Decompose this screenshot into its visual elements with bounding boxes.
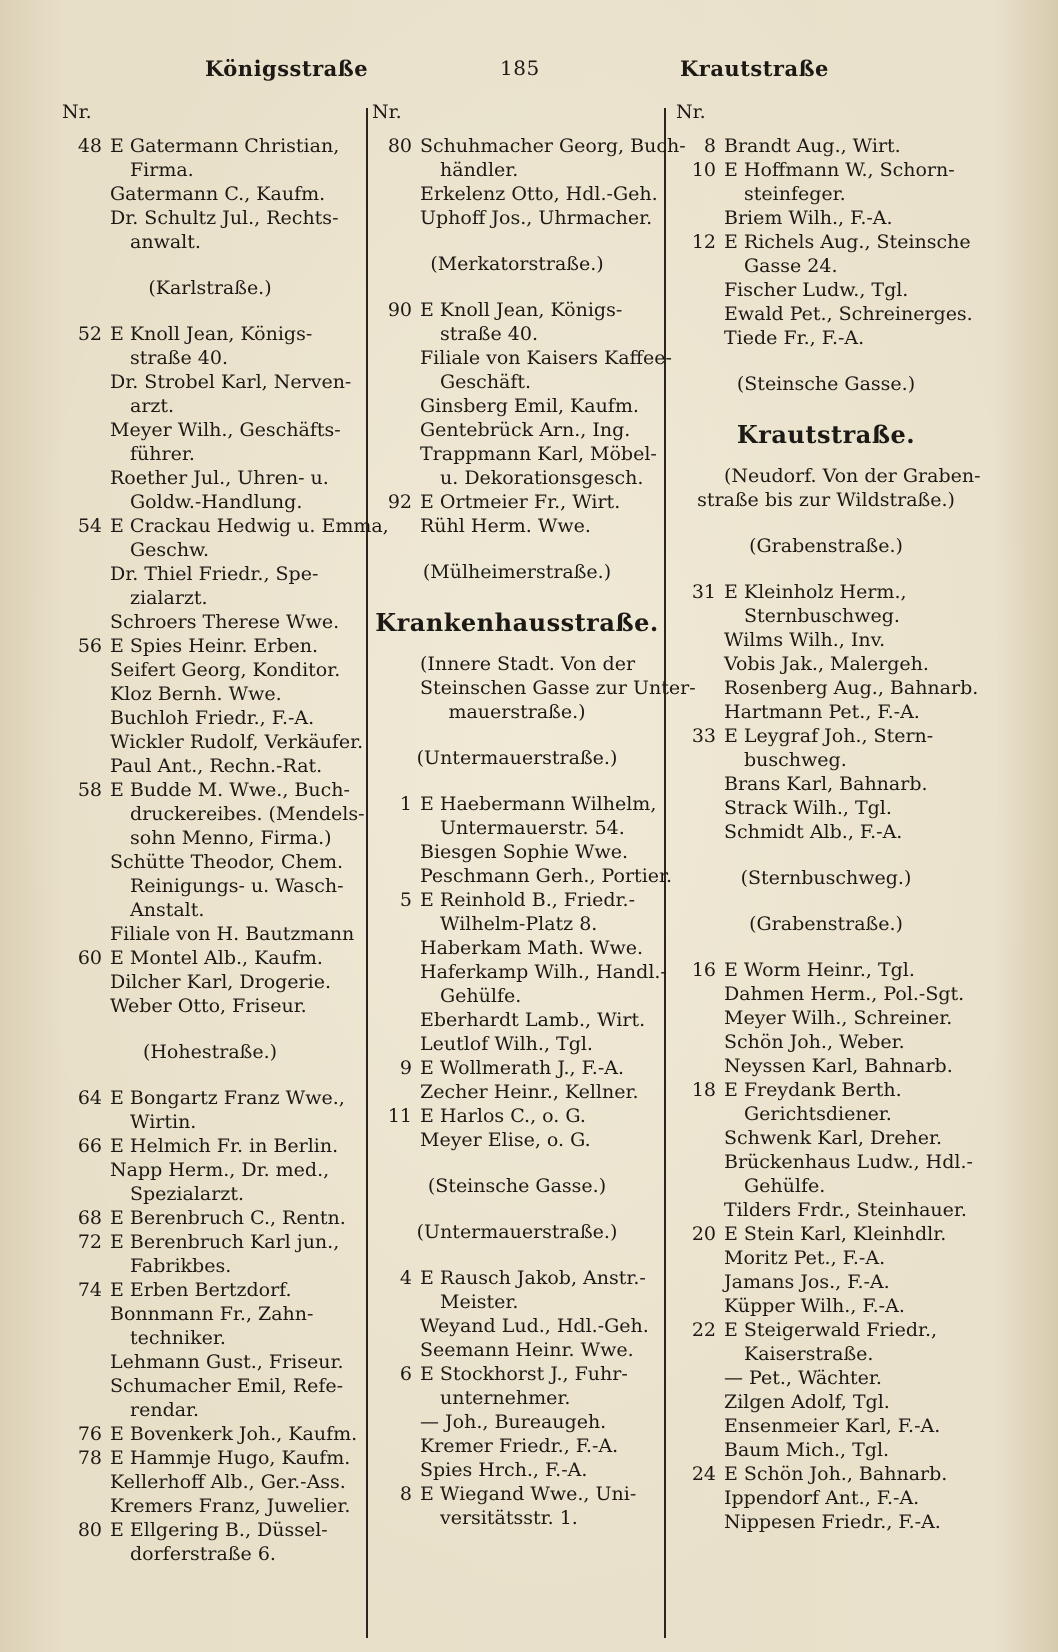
entry-line: Seifert Georg, Konditor. xyxy=(110,659,341,681)
entry-text: E Knoll Jean, Königs- xyxy=(420,299,623,321)
column-2 xyxy=(372,100,696,1530)
column-header-nr: Nr. xyxy=(372,101,402,123)
entry-line xyxy=(62,634,358,658)
entry-continuation: händler. xyxy=(440,159,519,181)
entry-continuation: führer. xyxy=(130,443,195,465)
cross-street: (Mülheimerstraße.) xyxy=(422,561,612,583)
entry-text: E Hoffmann W., Schorn- xyxy=(724,159,955,181)
entry-continuation: Gehülfe. xyxy=(440,985,522,1007)
spacer xyxy=(372,640,662,652)
entry-text: (Innere Stadt. Von der xyxy=(420,653,636,675)
entry-line xyxy=(372,888,662,912)
entry-text: E Gatermann Christian, xyxy=(110,135,340,157)
entry-continuation: Fabrikbes. xyxy=(130,1255,232,1277)
house-number: 12 xyxy=(691,231,716,253)
entry-text: E Spies Heinr. Erben. xyxy=(110,635,319,657)
entry-text: E Harlos C., o. G. xyxy=(420,1105,586,1127)
entry-line xyxy=(372,490,662,514)
house-number: 20 xyxy=(691,1223,716,1245)
entry-text: E Steigerwald Friedr., xyxy=(724,1319,938,1341)
entry-line: Napp Herm., Dr. med., xyxy=(110,1159,330,1181)
entry-line xyxy=(62,1086,358,1110)
entry-continuation: arzt. xyxy=(130,395,175,417)
spacer xyxy=(372,724,662,746)
entry-line xyxy=(62,1446,358,1470)
entry-text: E Kleinholz Herm., xyxy=(724,581,907,603)
column-header-nr: Nr. xyxy=(62,101,92,123)
entry-text: E Erben Bertzdorf. xyxy=(110,1279,292,1301)
entry-continuation: dorferstraße 6. xyxy=(130,1543,276,1565)
house-number: 92 xyxy=(387,491,412,513)
spacer xyxy=(676,512,976,534)
entry-line: Seemann Heinr. Wwe. xyxy=(420,1339,634,1361)
cross-street: (Steinsche Gasse.) xyxy=(736,373,916,395)
entry-text: E Stein Karl, Kleinhdlr. xyxy=(724,1223,947,1245)
header-street-right: Krautstraße xyxy=(680,56,829,81)
entry-line: Eberhardt Lamb., Wirt. xyxy=(420,1009,646,1031)
entry-text: E Knoll Jean, Königs- xyxy=(110,323,313,345)
street-title: Krautstraße. xyxy=(736,420,916,449)
entry-line: Ippendorf Ant., F.-A. xyxy=(724,1487,920,1509)
entry-line: Fischer Ludw., Tgl. xyxy=(724,279,909,301)
entry-line xyxy=(372,1056,662,1080)
house-number: 6 xyxy=(399,1363,412,1385)
entry-line xyxy=(676,1462,976,1486)
cross-street: (Untermauerstraße.) xyxy=(416,1221,618,1243)
entry-line: — Pet., Wächter. xyxy=(724,1367,882,1389)
entry-text: E Ellgering B., Düssel- xyxy=(110,1519,328,1541)
entry-continuation: Gasse 24. xyxy=(744,255,838,277)
entry-continuation: Spezialarzt. xyxy=(130,1183,245,1205)
entry-line: Moritz Pet., F.-A. xyxy=(724,1247,886,1269)
house-number: 80 xyxy=(387,135,412,157)
entry-line xyxy=(676,724,976,748)
house-number: 68 xyxy=(77,1207,102,1229)
entry-continuation: steinfeger. xyxy=(744,183,846,205)
entry-text: E Freydank Berth. xyxy=(724,1079,902,1101)
entry-line: Meyer Wilh., Schreiner. xyxy=(724,1007,953,1029)
entry-line xyxy=(676,464,981,488)
entry-text: E Budde M. Wwe., Buch- xyxy=(110,779,350,801)
entry-continuation: zialarzt. xyxy=(130,587,208,609)
entry-line: Wickler Rudolf, Verkäufer. xyxy=(110,731,364,753)
entry-line: Bonnmann Fr., Zahn- xyxy=(110,1303,314,1325)
entry-continuation: Firma. xyxy=(130,159,194,181)
column-3 xyxy=(676,100,981,1534)
entry-text: E Bongartz Franz Wwe., xyxy=(110,1087,345,1109)
entry-text: E Haebermann Wilhelm, xyxy=(420,793,657,815)
entry-line xyxy=(372,792,662,816)
entry-line: Zilgen Adolf, Tgl. xyxy=(724,1391,890,1413)
entry-continuation: techniker. xyxy=(130,1327,226,1349)
entry-text: E Hammje Hugo, Kaufm. xyxy=(110,1447,351,1469)
entry-line: Schwenk Karl, Dreher. xyxy=(724,1127,943,1149)
entry-continuation: unternehmer. xyxy=(440,1387,571,1409)
entry-continuation: Goldw.-Handlung. xyxy=(130,491,303,513)
cross-street: straße bis zur Wildstraße.) xyxy=(697,489,955,511)
entry-line: Haferkamp Wilh., Handl.- xyxy=(420,961,667,983)
entry-text: E Ortmeier Fr., Wirt. xyxy=(420,491,621,513)
entry-line: Biesgen Sophie Wwe. xyxy=(420,841,629,863)
entry-line: Paul Ant., Rechn.-Rat. xyxy=(110,755,323,777)
cross-street: (Grabenstraße.) xyxy=(749,535,903,557)
entry-line: Meyer Wilh., Geschäfts- xyxy=(110,419,341,441)
house-number: 31 xyxy=(691,581,716,603)
entry-continuation: Kaiserstraße. xyxy=(744,1343,874,1365)
entry-continuation: Meister. xyxy=(440,1291,519,1313)
entry-text: E Montel Alb., Kaufm. xyxy=(110,947,323,969)
entry-line: Briem Wilh., F.-A. xyxy=(724,207,893,229)
entry-line xyxy=(676,230,976,254)
column-header-nr: Nr. xyxy=(676,101,706,123)
entry-continuation: versitätsstr. 1. xyxy=(440,1507,578,1529)
column-divider-1 xyxy=(366,108,368,1638)
entry-line xyxy=(676,1318,976,1342)
entry-line: Kremers Franz, Juwelier. xyxy=(110,1495,351,1517)
entry-line: Ensenmeier Karl, F.-A. xyxy=(724,1415,941,1437)
entry-line xyxy=(676,580,976,604)
house-number: 76 xyxy=(77,1423,102,1445)
house-number: 60 xyxy=(77,947,102,969)
spacer xyxy=(62,254,358,276)
entry-line xyxy=(676,958,976,982)
entry-continuation: Reinigungs- u. Wasch- xyxy=(130,875,344,897)
entry-text: E Crackau Hedwig u. Emma, xyxy=(110,515,389,537)
house-number: 64 xyxy=(77,1087,102,1109)
spacer xyxy=(372,1198,662,1220)
entry-line xyxy=(62,322,358,346)
entry-text: E Worm Heinr., Tgl. xyxy=(724,959,915,981)
spacer xyxy=(676,890,976,912)
cross-street: (Hohestraße.) xyxy=(142,1041,278,1063)
entry-line: Schmidt Alb., F.-A. xyxy=(724,821,903,843)
entry-line: Schumacher Emil, Refe- xyxy=(110,1375,344,1397)
house-number: 4 xyxy=(399,1267,412,1289)
entry-line: Wilms Wilh., Inv. xyxy=(724,629,886,651)
entry-text: Brandt Aug., Wirt. xyxy=(724,135,901,157)
entry-line: Küpper Wilh., F.-A. xyxy=(724,1295,905,1317)
spacer xyxy=(676,936,976,958)
entry-line xyxy=(676,1078,976,1102)
entry-line: Schütte Theodor, Chem. xyxy=(110,851,344,873)
house-number: 72 xyxy=(77,1231,102,1253)
cross-street: (Steinsche Gasse.) xyxy=(427,1175,607,1197)
house-number: 54 xyxy=(77,515,102,537)
cross-street: (Karlstraße.) xyxy=(148,277,272,299)
street-title: Krankenhausstraße. xyxy=(375,608,659,637)
entry-line: Nippesen Friedr., F.-A. xyxy=(724,1511,941,1533)
spacer xyxy=(676,558,976,580)
entry-line: Erkelenz Otto, Hdl.-Geh. xyxy=(420,183,658,205)
entry-continuation: Geschäft. xyxy=(440,371,532,393)
spacer xyxy=(676,396,976,418)
spacer xyxy=(372,1244,662,1266)
entry-line xyxy=(62,778,358,802)
entry-line: Strack Wilh., Tgl. xyxy=(724,797,892,819)
entry-line: Leutlof Wilh., Tgl. xyxy=(420,1033,593,1055)
house-number: 1 xyxy=(399,793,412,815)
header-street-left: Königsstraße xyxy=(205,56,369,81)
house-number: 78 xyxy=(77,1447,102,1469)
house-number: 56 xyxy=(77,635,102,657)
entry-continuation: buschweg. xyxy=(744,749,847,771)
house-number: 74 xyxy=(77,1279,102,1301)
entry-line: Ginsberg Emil, Kaufm. xyxy=(420,395,639,417)
entry-line xyxy=(62,1230,358,1254)
entry-line: Gentebrück Arn., Ing. xyxy=(420,419,631,441)
entry-text: E Rausch Jakob, Anstr.- xyxy=(420,1267,646,1289)
house-number: 33 xyxy=(691,725,716,747)
spacer xyxy=(676,452,976,464)
entry-line: Buchloh Friedr., F.-A. xyxy=(110,707,315,729)
entry-line: Vobis Jak., Malergeh. xyxy=(724,653,929,675)
spacer xyxy=(62,1018,358,1040)
entry-line: Meyer Elise, o. G. xyxy=(420,1129,591,1151)
spacer xyxy=(372,770,662,792)
entry-text: Schuhmacher Georg, Buch- xyxy=(420,135,686,157)
spacer xyxy=(372,1152,662,1174)
entry-line: Baum Mich., Tgl. xyxy=(724,1439,890,1461)
entry-line: Hartmann Pet., F.-A. xyxy=(724,701,920,723)
entry-continuation: rendar. xyxy=(130,1399,200,1421)
entry-continuation: Anstalt. xyxy=(130,899,205,921)
entry-line: Haberkam Math. Wwe. xyxy=(420,937,644,959)
entry-line: Neyssen Karl, Bahnarb. xyxy=(724,1055,953,1077)
entry-line xyxy=(62,1518,358,1542)
house-number: 80 xyxy=(77,1519,102,1541)
entry-line: Ewald Pet., Schreinerges. xyxy=(724,303,973,325)
entry-text: E Berenbruch C., Rentn. xyxy=(110,1207,346,1229)
house-number: 22 xyxy=(691,1319,716,1341)
column-1 xyxy=(62,100,389,1566)
entry-text: E Stockhorst J., Fuhr- xyxy=(420,1363,628,1385)
entry-line xyxy=(676,134,976,158)
cross-street: (Merkatorstraße.) xyxy=(430,253,604,275)
entry-text: E Reinhold B., Friedr.- xyxy=(420,889,636,911)
entry-continuation: druckereibes. (Mendels- xyxy=(130,803,365,825)
entry-line: Rosenberg Aug., Bahnarb. xyxy=(724,677,979,699)
entry-line: Kloz Bernh. Wwe. xyxy=(110,683,282,705)
cross-street: mauerstraße.) xyxy=(448,701,586,723)
entry-line: Kremer Friedr., F.-A. xyxy=(420,1435,619,1457)
entry-line xyxy=(372,1362,662,1386)
entry-continuation: Wilhelm-Platz 8. xyxy=(440,913,598,935)
entry-line: Dilcher Karl, Drogerie. xyxy=(110,971,331,993)
cross-street: (Sternbuschweg.) xyxy=(740,867,912,889)
spacer xyxy=(676,844,976,866)
entry-line xyxy=(372,1482,662,1506)
entry-line xyxy=(676,1222,976,1246)
entry-continuation: anwalt. xyxy=(130,231,201,253)
page-number: 185 xyxy=(500,56,540,80)
entry-continuation: Sternbuschweg. xyxy=(744,605,900,627)
entry-line: Trappmann Karl, Möbel- xyxy=(420,443,657,465)
cross-street: (Untermauerstraße.) xyxy=(416,747,618,769)
entry-line: Schön Joh., Weber. xyxy=(724,1031,905,1053)
house-number: 52 xyxy=(77,323,102,345)
entry-continuation: Geschw. xyxy=(130,539,210,561)
spacer xyxy=(372,584,662,606)
entry-line xyxy=(372,652,662,676)
entry-line xyxy=(62,946,358,970)
entry-line: Gatermann C., Kaufm. xyxy=(110,183,326,205)
spacer xyxy=(372,538,662,560)
entry-text: E Leygraf Joh., Stern- xyxy=(724,725,934,747)
entry-line: Rühl Herm. Wwe. xyxy=(420,515,591,537)
entry-line: Dr. Thiel Friedr., Spe- xyxy=(110,563,319,585)
entry-line: Tiede Fr., F.-A. xyxy=(724,327,865,349)
entry-line: Peschmann Gerh., Portier. xyxy=(420,865,673,887)
entry-line: Zecher Heinr., Kellner. xyxy=(420,1081,639,1103)
house-number: 8 xyxy=(703,135,716,157)
entry-text: (Neudorf. Von der Graben- xyxy=(724,465,981,487)
entry-line: Jamans Jos., F.-A. xyxy=(724,1271,890,1293)
entry-line xyxy=(372,1104,662,1128)
entry-continuation: straße 40. xyxy=(440,323,538,345)
house-number: 18 xyxy=(691,1079,716,1101)
entry-line: Spies Hrch., F.-A. xyxy=(420,1459,588,1481)
entry-continuation: Wirtin. xyxy=(130,1111,197,1133)
entry-line: Weber Otto, Friseur. xyxy=(110,995,307,1017)
entry-continuation: straße 40. xyxy=(130,347,228,369)
entry-continuation: u. Dekorationsgesch. xyxy=(440,467,644,489)
entry-line: Brans Karl, Bahnarb. xyxy=(724,773,928,795)
entry-line: Schroers Therese Wwe. xyxy=(110,611,340,633)
entry-continuation: Gerichtsdiener. xyxy=(744,1103,892,1125)
house-number: 66 xyxy=(77,1135,102,1157)
entry-line xyxy=(676,158,976,182)
entry-line: Roether Jul., Uhren- u. xyxy=(110,467,329,489)
entry-line: Filiale von Kaisers Kaffee- xyxy=(420,347,672,369)
house-number: 24 xyxy=(691,1463,716,1485)
house-number: 16 xyxy=(691,959,716,981)
entry-text: E Richels Aug., Steinsche xyxy=(724,231,971,253)
house-number: 48 xyxy=(77,135,102,157)
entry-line: Dahmen Herm., Pol.-Sgt. xyxy=(724,983,965,1005)
entry-text: E Bovenkerk Joh., Kaufm. xyxy=(110,1423,358,1445)
entry-line: Filiale von H. Bautzmann xyxy=(110,923,355,945)
entry-line xyxy=(62,514,389,538)
entry-line: Brückenhaus Ludw., Hdl.- xyxy=(724,1151,973,1173)
entry-line: Tilders Frdr., Steinhauer. xyxy=(724,1199,967,1221)
house-number: 9 xyxy=(399,1057,412,1079)
house-number: 5 xyxy=(399,889,412,911)
spacer xyxy=(676,350,976,372)
entry-line xyxy=(62,1206,358,1230)
entry-line: Dr. Schultz Jul., Rechts- xyxy=(110,207,339,229)
spacer xyxy=(372,276,662,298)
entry-line: Steinschen Gasse zur Unter- xyxy=(420,677,696,699)
entry-text: E Wollmerath J., F.-A. xyxy=(420,1057,625,1079)
entry-line: — Joh., Bureaugeh. xyxy=(420,1411,607,1433)
entry-line xyxy=(62,134,358,158)
house-number: 58 xyxy=(77,779,102,801)
entry-text: E Berenbruch Karl jun., xyxy=(110,1231,340,1253)
entry-line xyxy=(372,298,662,322)
spacer xyxy=(372,230,662,252)
house-number: 90 xyxy=(387,299,412,321)
entry-line xyxy=(372,1266,662,1290)
entry-line: Lehmann Gust., Friseur. xyxy=(110,1351,344,1373)
house-number: 8 xyxy=(399,1483,412,1505)
entry-line: Kellerhoff Alb., Ger.-Ass. xyxy=(110,1471,346,1493)
entry-line xyxy=(62,1278,358,1302)
entry-line xyxy=(372,134,686,158)
cross-street: (Grabenstraße.) xyxy=(749,913,903,935)
entry-line: Uphoff Jos., Uhrmacher. xyxy=(420,207,653,229)
entry-line xyxy=(62,1422,358,1446)
entry-continuation: Untermauerstr. 54. xyxy=(440,817,625,839)
house-number: 10 xyxy=(691,159,716,181)
spacer xyxy=(62,300,358,322)
spacer xyxy=(62,1064,358,1086)
entry-text: E Wiegand Wwe., Uni- xyxy=(420,1483,637,1505)
entry-line: Weyand Lud., Hdl.-Geh. xyxy=(420,1315,649,1337)
house-number: 11 xyxy=(387,1105,412,1127)
entry-line xyxy=(62,1134,358,1158)
entry-continuation: Gehülfe. xyxy=(744,1175,826,1197)
entry-continuation: sohn Menno, Firma.) xyxy=(130,827,332,849)
entry-line: Dr. Strobel Karl, Nerven- xyxy=(110,371,352,393)
entry-text: E Schön Joh., Bahnarb. xyxy=(724,1463,948,1485)
entry-text: E Helmich Fr. in Berlin. xyxy=(110,1135,339,1157)
